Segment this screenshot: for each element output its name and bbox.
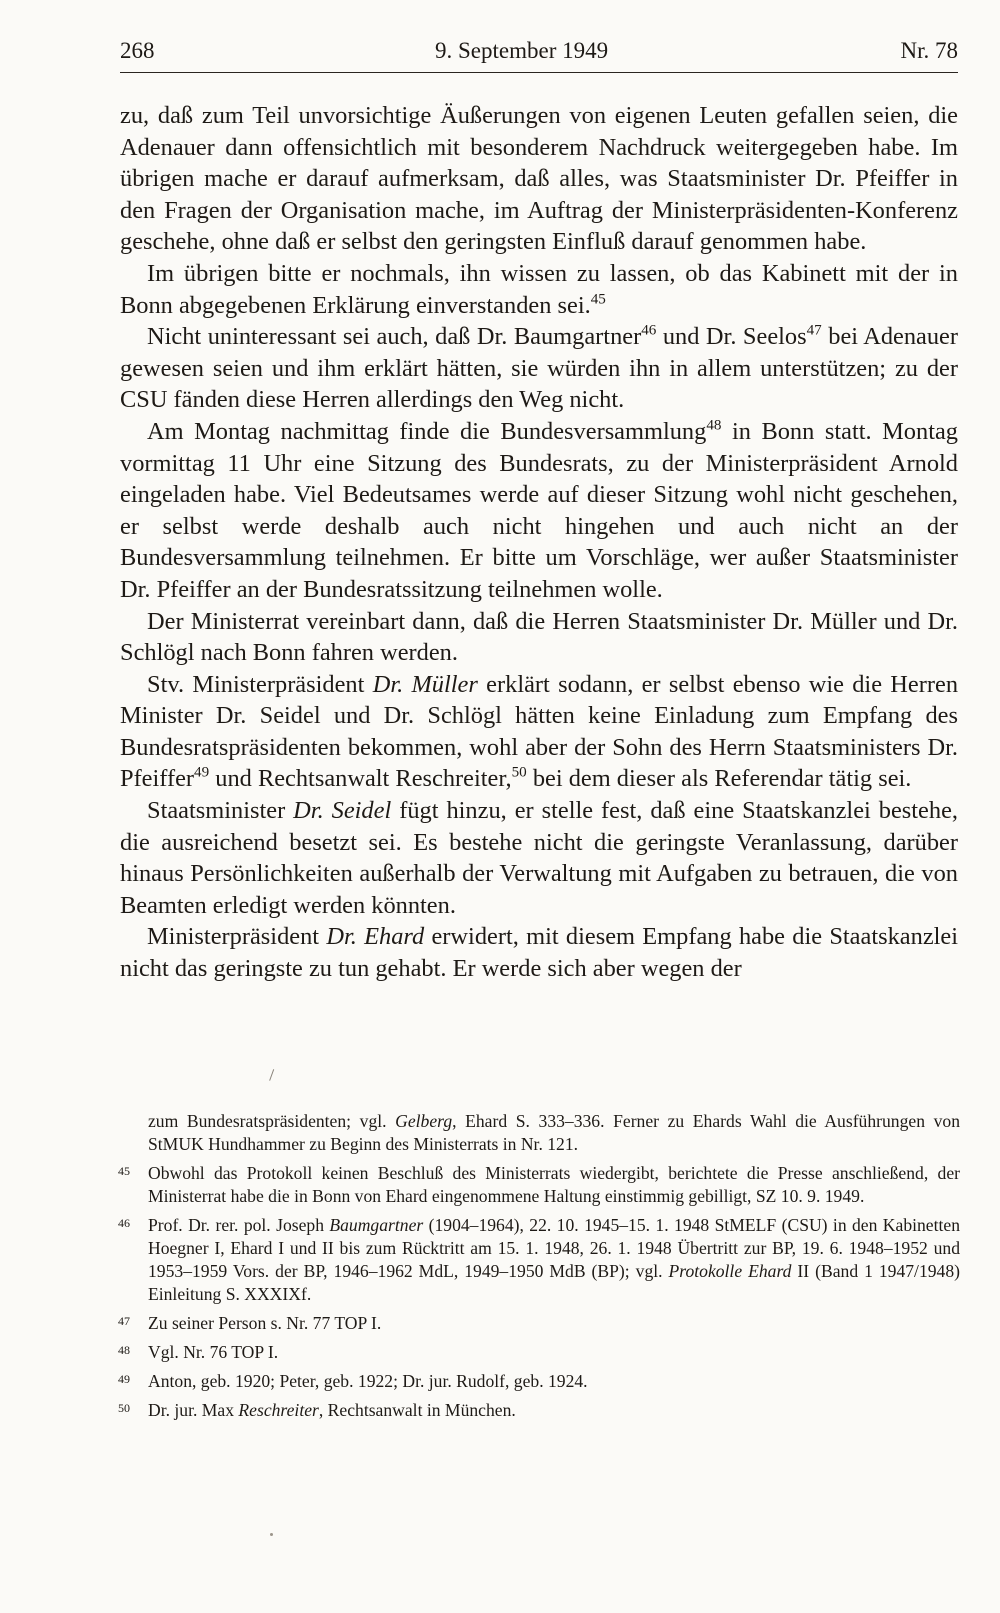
footnote-cont-text-a: zum Bundesratspräsidenten; vgl. bbox=[148, 1111, 396, 1131]
footnote-cont-italic: Gelberg bbox=[395, 1111, 453, 1131]
footnote-49-text: Anton, geb. 1920; Peter, geb. 1922; Dr. jur. Rudolf, geb. 1924. bbox=[148, 1371, 588, 1391]
paragraph-4-text-a: Am Montag nachmittag finde die Bundesversammlung bbox=[147, 417, 707, 445]
footnote-45-text: Obwohl das Protokoll keinen Beschluß des Ministerrats wiedergibt, berichtete die Presse anschließend, der Ministerrat habe die in Bonn von Ehard eingenommene Haltung einstimmig gebilligt, SZ 10. 9. 1949. bbox=[148, 1163, 960, 1206]
paragraph-3-text-a: Nicht uninteressant sei auch, daß Dr. Baumgartner bbox=[147, 323, 642, 351]
footnote-cont-text-b: , Ehard S. 333–336. Ferner zu Ehards Wahl die Ausführungen von StMUK Hundhammer zu Beginn des Ministerrats in Nr. 121. bbox=[148, 1111, 960, 1154]
footnote-mark-45: 45 bbox=[118, 1164, 130, 1178]
paragraph-6-text-b: und Rechtsanwalt Reschreiter, bbox=[209, 765, 512, 793]
footnote-ref-45: 45 bbox=[590, 291, 606, 308]
footnote-mark-47: 47 bbox=[118, 1314, 130, 1328]
paragraph-1-text: zu, daß zum Teil unvorsichtige Äußerungen von eigenen Leuten gefallen seien, die Adenauer dann offensichtlich mit besonderem Nachdruck weitergegeben habe. Im übrigen mache er darauf aufmerksam, daß alles, was Staatsminister Dr. Pfeiffer in den Fragen der Organisation mache, im Auftrag der Ministerpräsidenten-Konferenz geschehe, ohne daß er selbst den geringsten Einfluß darauf genommen habe. bbox=[120, 102, 958, 256]
footnote-50-text-a: Dr. jur. Max bbox=[148, 1400, 239, 1420]
speaker-ehard: Dr. Ehard bbox=[326, 923, 425, 951]
paragraph-3 bbox=[120, 321, 958, 416]
footnotes bbox=[118, 1110, 960, 1428]
footnote-ref-46: 46 bbox=[641, 322, 657, 339]
paragraph-5-text: Der Ministerrat vereinbart dann, daß die Herren Staatsminister Dr. Müller und Dr. Schlögl nach Bonn fahren werden. bbox=[120, 607, 958, 667]
paragraph-7 bbox=[120, 795, 958, 921]
document-number: Nr. 78 bbox=[900, 38, 958, 63]
footnote-ref-48: 48 bbox=[706, 417, 722, 434]
footnote-mark-48: 48 bbox=[118, 1343, 130, 1357]
footnote-50-text-b: , Rechtsanwalt in München. bbox=[318, 1400, 516, 1420]
speaker-mueller: Dr. Müller bbox=[372, 670, 478, 698]
footnote-separator-mark bbox=[269, 1069, 280, 1083]
footnote-46-text-c: II (Band 1 1947/1948) Einleitung S. XXXIXf. bbox=[148, 1261, 960, 1304]
footnote-mark-46: 46 bbox=[118, 1216, 130, 1230]
footnote-46-text-a: Prof. Dr. rer. pol. Joseph bbox=[148, 1215, 330, 1235]
paper-speck bbox=[270, 1533, 273, 1536]
main-text bbox=[120, 100, 958, 985]
speaker-seidel: Dr. Seidel bbox=[293, 797, 392, 825]
paragraph-6-text-c: bei dem dieser als Referendar tätig sei. bbox=[526, 765, 912, 793]
paragraph-7-pre: Staatsminister bbox=[147, 797, 294, 825]
header-date: 9. September 1949 bbox=[435, 38, 609, 63]
page-number: 268 bbox=[120, 38, 155, 63]
paragraph-8-text: erwidert, mit diesem Empfang habe die Staatskanzlei nicht das geringste zu tun gehabt. Er werde sich aber wegen der bbox=[120, 923, 959, 983]
footnote-46-italic-1: Baumgartner bbox=[329, 1215, 424, 1235]
footnote-46-italic-2: Protokolle Ehard bbox=[668, 1261, 792, 1281]
paragraph-5 bbox=[120, 606, 958, 669]
footnote-ref-50: 50 bbox=[511, 765, 527, 782]
paragraph-6 bbox=[120, 669, 958, 795]
footnote-ref-47: 47 bbox=[806, 322, 822, 339]
paragraph-4 bbox=[120, 416, 958, 606]
paragraph-4-text-b: in Bonn statt. Montag vormittag 11 Uhr eine Sitzung des Bundesrats, zu der Ministerpräsident Arnold eingeladen habe. Viel Bedeutsames werde auf dieser Sitzung wohl nicht geschehen, er selbst werde deshalb auch nicht hingehen und auch nicht an der Bundesversammlung teilnehmen. Er bitte um Vorschläge, wer außer Staatsminister Dr. Pfeiffer an der Bundesratssitzung teilnehmen wolle. bbox=[120, 417, 958, 603]
paragraph-2 bbox=[120, 258, 958, 321]
paragraph-8-pre: Ministerpräsident bbox=[147, 923, 327, 951]
footnote-mark-50: 50 bbox=[118, 1401, 130, 1415]
paragraph-6-text-a: erklärt sodann, er selbst ebenso wie die Herren Minister Dr. Seidel und Dr. Schlögl hätten keine Einladung zum Empfang des Bundesratspräsidenten bekommen, wohl aber der Sohn des Herrn Staatsministers Dr. Pfeiffer bbox=[120, 670, 959, 793]
footnote-47-text: Zu seiner Person s. Nr. 77 TOP I. bbox=[148, 1313, 382, 1333]
paragraph-6-pre: Stv. Ministerpräsident bbox=[147, 670, 373, 698]
paragraph-7-text: fügt hinzu, er stelle fest, daß eine Staatskanzlei bestehe, die ausreichend besetzt sei. Es bestehe nicht die geringste Veranlassung, darüber hinaus Persönlichkeiten außerhalb der Verwaltung mit Aufgaben zu betrauen, die von Beamten erledigt werden könnten. bbox=[120, 797, 958, 919]
paragraph-8 bbox=[120, 921, 958, 984]
paragraph-3-text-b: und Dr. Seelos bbox=[656, 323, 807, 351]
footnote-47 bbox=[118, 1312, 960, 1335]
footnote-45 bbox=[118, 1162, 960, 1208]
header-rule bbox=[120, 72, 958, 73]
footnote-ref-49: 49 bbox=[194, 765, 210, 782]
footnote-49 bbox=[118, 1370, 960, 1393]
footnote-50-italic: Reschreiter bbox=[238, 1400, 319, 1420]
footnote-46-text-b: (1904–1964), 22. 10. 1945–15. 1. 1948 StMELF (CSU) in den Kabinetten Hoegner I, Ehard I und II bis zum Rücktritt am 15. 1. 1948, 26. 1. 1948 Übertritt zur BP, 19. 6. 1948–1952 und 1953–1959 Vors. der BP, 1946–1962 MdL, 1949–1950 MdB (BP); vgl. bbox=[148, 1215, 960, 1281]
footnote-continuation bbox=[118, 1110, 960, 1156]
paragraph-1 bbox=[120, 100, 958, 258]
paragraph-3-text-c: bei Adenauer gewesen seien und ihm erklärt hätten, sie würden ihn in allem unterstützen; zu der CSU fänden diese Herren allerdings den Weg nicht. bbox=[120, 323, 959, 414]
footnote-48-text: Vgl. Nr. 76 TOP I. bbox=[148, 1342, 279, 1362]
footnote-50 bbox=[118, 1399, 960, 1422]
footnote-48 bbox=[118, 1341, 960, 1364]
footnote-46 bbox=[118, 1214, 960, 1306]
footnote-mark-49: 49 bbox=[118, 1372, 130, 1386]
paragraph-2-text: Im übrigen bitte er nochmals, ihn wissen zu lassen, ob das Kabinett mit der in Bonn abgegebenen Erklärung einverstanden sei. bbox=[120, 259, 958, 319]
